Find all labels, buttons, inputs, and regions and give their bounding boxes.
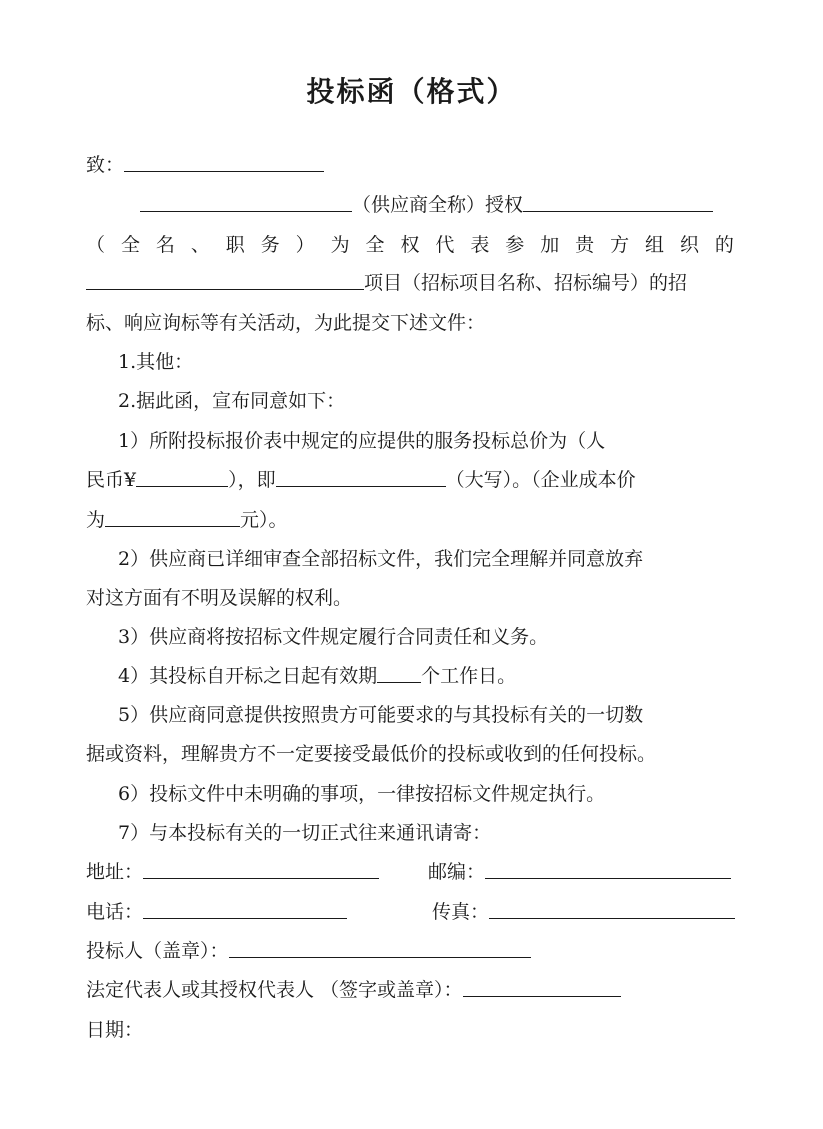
justify-char: 织 bbox=[679, 234, 699, 256]
justify-char: 名 bbox=[155, 234, 175, 256]
clause7: 7）与本投标有关的一切正式往来通讯请寄： bbox=[118, 822, 492, 844]
justify-char: 代 bbox=[435, 234, 455, 256]
representative-label: 法定代表人或其授权代表人 （签字或盖章）： bbox=[86, 979, 463, 1001]
validity-days-blank[interactable] bbox=[377, 664, 421, 683]
clause1-line2 bbox=[86, 465, 636, 492]
clause2-line1: 2）供应商已详细审查全部招标文件，我们完全理解并同意放弃 bbox=[118, 548, 644, 570]
currency-label: 民币¥ bbox=[86, 469, 137, 491]
justify-char: 全 bbox=[365, 234, 385, 256]
clause5-line1: 5）供应商同意提供按照贵方可能要求的与其投标有关的一切数 bbox=[118, 704, 644, 726]
item-2: 2.据此函，宣布同意如下： bbox=[118, 390, 346, 412]
clause1-text-b: ），即 bbox=[228, 469, 276, 491]
para1-text-a: （供应商全称）授权 bbox=[352, 194, 524, 216]
representative-row bbox=[86, 975, 621, 1002]
fax-label: 传真： bbox=[432, 901, 490, 923]
representative-signature-blank[interactable] bbox=[463, 978, 621, 997]
phone-row bbox=[86, 897, 347, 924]
postcode-blank[interactable] bbox=[485, 860, 731, 879]
clause2-line2: 对这方面有不明及误解的权利。 bbox=[86, 587, 353, 609]
price-figure-blank[interactable] bbox=[136, 468, 228, 487]
phone-label: 电话： bbox=[86, 901, 144, 923]
authorized-person-blank[interactable] bbox=[523, 193, 713, 212]
phone-blank[interactable] bbox=[143, 900, 347, 919]
justify-char: 加 bbox=[540, 234, 560, 256]
clause4 bbox=[118, 661, 516, 688]
justify-char: 参 bbox=[505, 234, 525, 256]
justify-char: 方 bbox=[610, 234, 630, 256]
date-row bbox=[86, 1015, 143, 1042]
para1-line1 bbox=[140, 190, 713, 217]
para1-line3 bbox=[86, 268, 687, 295]
supplier-name-blank[interactable] bbox=[140, 193, 352, 212]
clause5-line2: 据或资料，理解贵方不一定要接受最低价的投标或收到的任何投标。 bbox=[86, 743, 657, 765]
date-label: 日期： bbox=[86, 1019, 144, 1041]
bidder-label: 投标人（盖章）： bbox=[86, 940, 229, 962]
justify-char: 组 bbox=[645, 234, 665, 256]
clause3: 3）供应商将按招标文件规定履行合同责任和义务。 bbox=[118, 626, 549, 648]
postcode-label: 邮编： bbox=[428, 861, 486, 883]
address-label: 地址： bbox=[86, 861, 144, 883]
to-line bbox=[86, 150, 324, 177]
justify-char: ） bbox=[295, 234, 315, 256]
fax-blank[interactable] bbox=[489, 900, 735, 919]
clause1-line1: 1）所附投标报价表中规定的应提供的服务投标总价为（人 bbox=[118, 430, 606, 452]
bidder-row bbox=[86, 936, 531, 963]
para1-text-b: 项目（招标项目名称、招标编号）的招 bbox=[364, 272, 688, 294]
justify-char: 表 bbox=[470, 234, 490, 256]
bidder-seal-blank[interactable] bbox=[229, 939, 531, 958]
clause4-text-a: 4）其投标自开标之日起有效期 bbox=[118, 665, 378, 687]
justify-char: 全 bbox=[120, 234, 140, 256]
clause1-line3 bbox=[86, 505, 288, 532]
justify-char: 的 bbox=[714, 234, 734, 256]
justify-char: 权 bbox=[400, 234, 420, 256]
item-1: 1.其他： bbox=[118, 351, 194, 373]
recipient-blank[interactable] bbox=[124, 153, 324, 172]
price-words-blank[interactable] bbox=[276, 468, 446, 487]
para1-line4: 标、响应询标等有关活动，为此提交下述文件： bbox=[86, 312, 486, 334]
clause1-text-e: 元）。 bbox=[240, 509, 288, 531]
to-label: 致： bbox=[86, 154, 125, 176]
clause1-text-c: （大写）。（企业成本价 bbox=[445, 469, 636, 491]
clause4-text-b: 个工作日。 bbox=[421, 665, 517, 687]
clause1-text-d: 为 bbox=[86, 509, 106, 531]
justify-char: 贵 bbox=[575, 234, 595, 256]
address-row bbox=[86, 857, 379, 884]
justify-char: （ bbox=[86, 234, 106, 256]
cost-price-blank[interactable] bbox=[105, 508, 240, 527]
clause6: 6）投标文件中未明确的事项，一律按招标文件规定执行。 bbox=[118, 783, 606, 805]
fax-row bbox=[432, 897, 735, 924]
project-name-blank[interactable] bbox=[86, 271, 364, 290]
para1-line2 bbox=[86, 230, 734, 257]
justify-char: 、 bbox=[190, 234, 210, 256]
page-title: 投标函（格式） bbox=[306, 75, 517, 108]
justify-char: 务 bbox=[260, 234, 280, 256]
justify-char: 为 bbox=[330, 234, 350, 256]
postcode-row bbox=[428, 857, 731, 884]
address-blank[interactable] bbox=[143, 860, 379, 879]
justify-char: 职 bbox=[225, 234, 245, 256]
